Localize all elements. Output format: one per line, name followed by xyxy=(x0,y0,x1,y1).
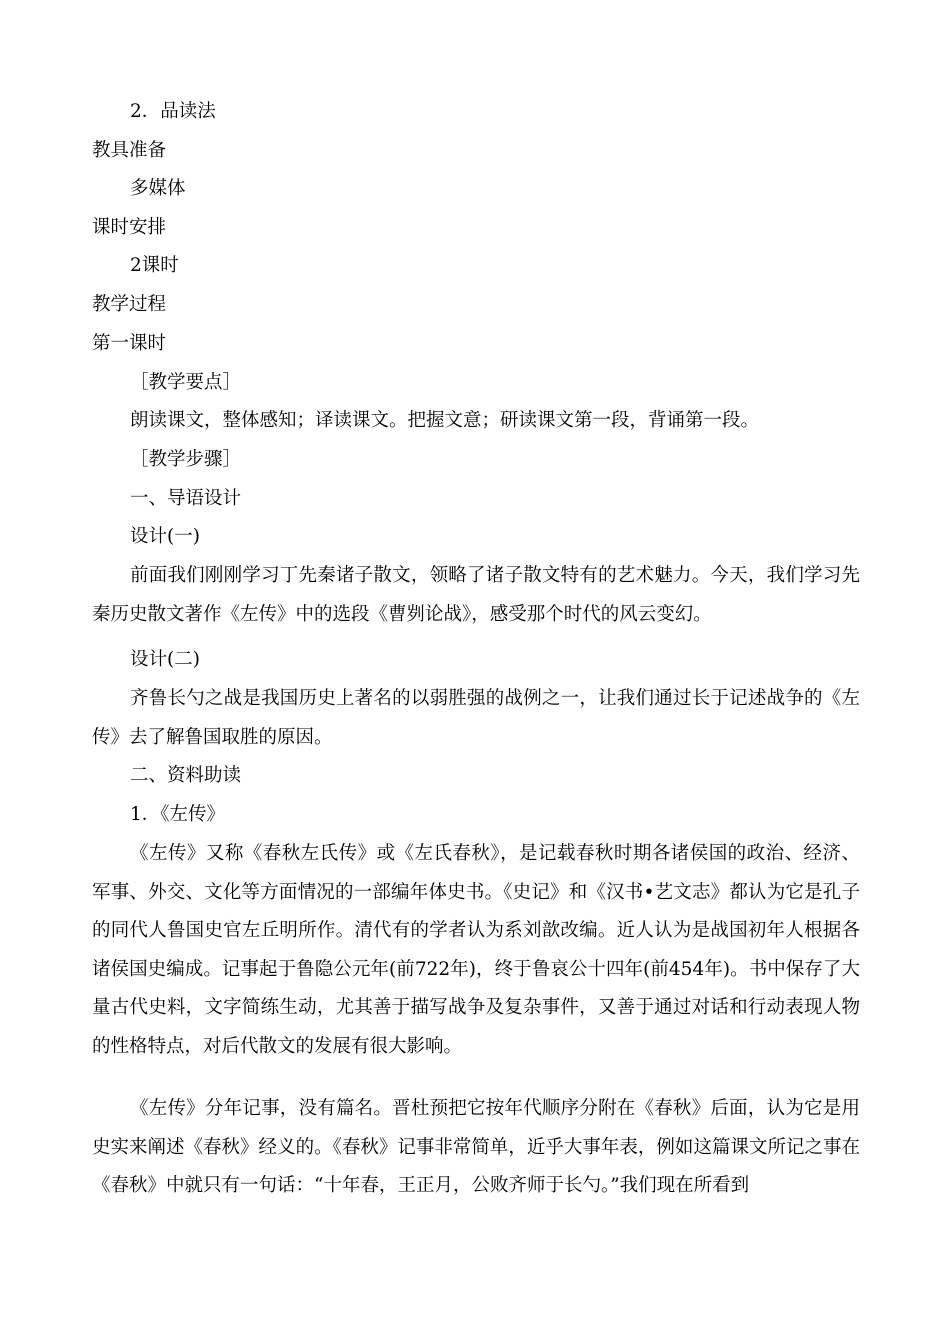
heading-teaching-process: 教学过程 xyxy=(92,294,167,315)
section-reading-materials: 二、资料助读 xyxy=(130,765,242,786)
zuozhuan-paragraph-1: 《左传》又称《春秋左氏传》或《左氏春秋》，是记载春秋时期各诸侯国的政治、经济、军事、外交、文化等方面情况的一部编年体史书。《史记》和《汉书•艺文志》都认为它是孔子的同代人鲁国史官左丘明所作。清代有的学者认为系刘歆改编。近人认为是战国初年人根据各诸侯国史编成。记事起于鲁隐公元年(前722年)，终于鲁哀公十四年(前454年)。书中保存了大量古代史料，文字简练生动，尤其善于描写战争及复杂事件，又善于通过对话和行动表现人物的性格特点，对后代散文的发展有很大影响。 xyxy=(92,843,860,1057)
material-item-1: 1．《左传》 xyxy=(130,804,226,825)
heading-class-schedule: 课时安排 xyxy=(92,217,167,238)
design-one-label: 设计(一) xyxy=(130,526,200,547)
teaching-points-text: 朗读课文，整体感知；译读课文。把握文意；研读课文第一段，背诵第一段。 xyxy=(130,410,760,431)
heading-teaching-points: ［教学要点］ xyxy=(130,372,242,393)
zuozhuan-paragraph-2: 《左传》分年记事，没有篇名。晋杜预把它按年代顺序分附在《春秋》后面，认为它是用史实来阐述《春秋》经义的。《春秋》记事非常简单，近乎大事年表，例如这篇课文所记之事在《春秋》中就只有一句话：“十年春，王正月，公败齐师于长勺。”我们现在所看到 xyxy=(92,1098,860,1197)
section-intro-design: 一、导语设计 xyxy=(130,488,242,509)
heading-teaching-aids: 教具准备 xyxy=(92,140,167,161)
design-one-paragraph: 前面我们刚刚学习丁先秦诸子散文，领略了诸子散文特有的艺术魅力。今天，我们学习先秦历史散文著作《左传》中的选段《曹刿论战》，感受那个时代的风云变幻。 xyxy=(92,565,860,625)
design-two-label: 设计(二) xyxy=(130,649,200,670)
heading-teaching-steps: ［教学步骤］ xyxy=(130,449,242,470)
design-two-paragraph: 齐鲁长勺之战是我国历史上著名的以弱胜强的战例之一，让我们通过长于记述战争的《左传》去了解鲁国取胜的原因。 xyxy=(92,688,860,748)
teaching-aids-value: 多媒体 xyxy=(130,178,186,199)
method-item-2: 2．品读法 xyxy=(130,101,216,122)
heading-first-lesson: 第一课时 xyxy=(92,333,167,354)
class-schedule-value: 2课时 xyxy=(130,255,179,276)
